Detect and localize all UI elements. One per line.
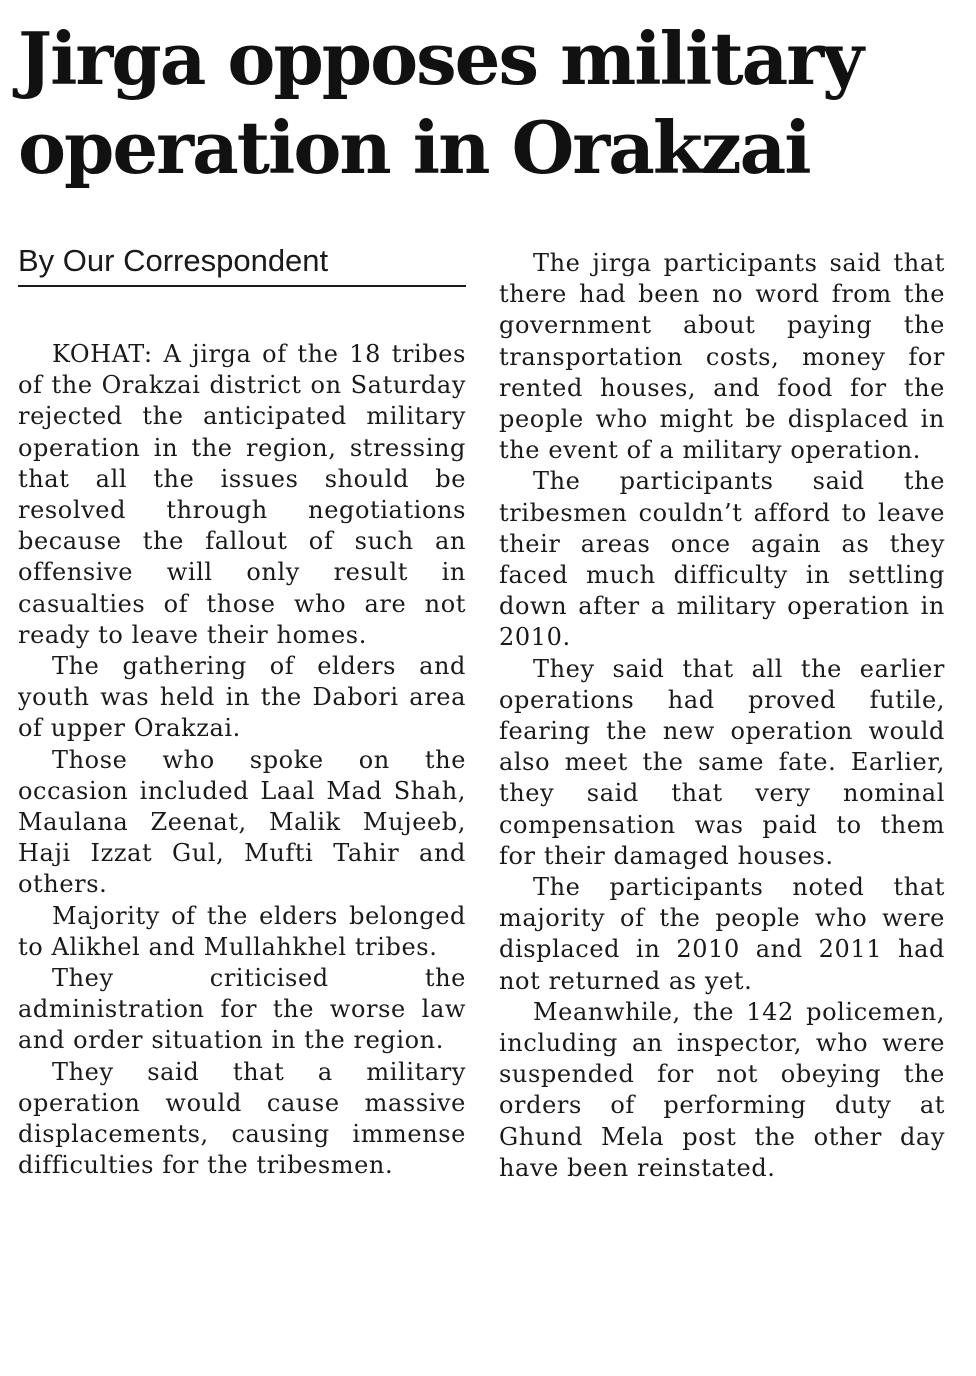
headline-line-2: operation in Orakzai (18, 105, 810, 190)
paragraph: The jirga participants said that there had been no word from the government about paying the transportation costs, money for rented houses, and food for the people who might be displaced in the event of a military operation. (499, 249, 945, 465)
paragraph: They said that a military operation would cause massive displacements, causing immense difficulties for the tribesmen. (18, 1057, 466, 1180)
paragraph: They said that all the earlier operations had proved futile, fearing the new operation would also meet the same fate. Earlier, they said that very nominal compensation was paid to them for their damaged houses. (499, 654, 945, 870)
paragraph: Meanwhile, the 142 policemen, including an inspector, who were suspended for not obeying the orders of performing duty at Ghund Mela post the other day have been reinstated. (499, 997, 945, 1182)
paragraph: The participants noted that majority of the people who were displaced in 2010 and 2011 had not returned as yet. (499, 873, 945, 995)
headline-line-1: Jirga opposes military (18, 16, 863, 101)
paragraph: KOHAT: A jirga of the 18 tribes of the Orakzai district on Saturday rejected the anticipated military operation in the region, stressing that all the issues should be resolved through negotiations because the fallout of such an offensive will only result in casualties of those who are not ready to leave their homes. (18, 340, 466, 649)
left-column (18, 339, 466, 1181)
paragraph: Majority of the elders belonged to Alikhel and Mullahkhel tribes. (18, 901, 466, 961)
headline (18, 14, 963, 192)
paragraph: The participants said the tribesmen couldn’t afford to leave their areas once again as they faced much difficulty in settling down after a military operation in 2010. (499, 467, 945, 652)
paragraph: They criticised the administration for the worse law and order situation in the region. (18, 964, 466, 1055)
paragraph: The gathering of elders and youth was held in the Dabori area of upper Orakzai. (18, 652, 466, 743)
byline: By Our Correspondent (18, 241, 466, 287)
paragraph: Those who spoke on the occasion included Laal Mad Shah, Maulana Zeenat, Malik Mujeeb, Haji Izzat Gul, Mufti Tahir and others. (18, 745, 466, 899)
right-column (499, 248, 945, 1184)
